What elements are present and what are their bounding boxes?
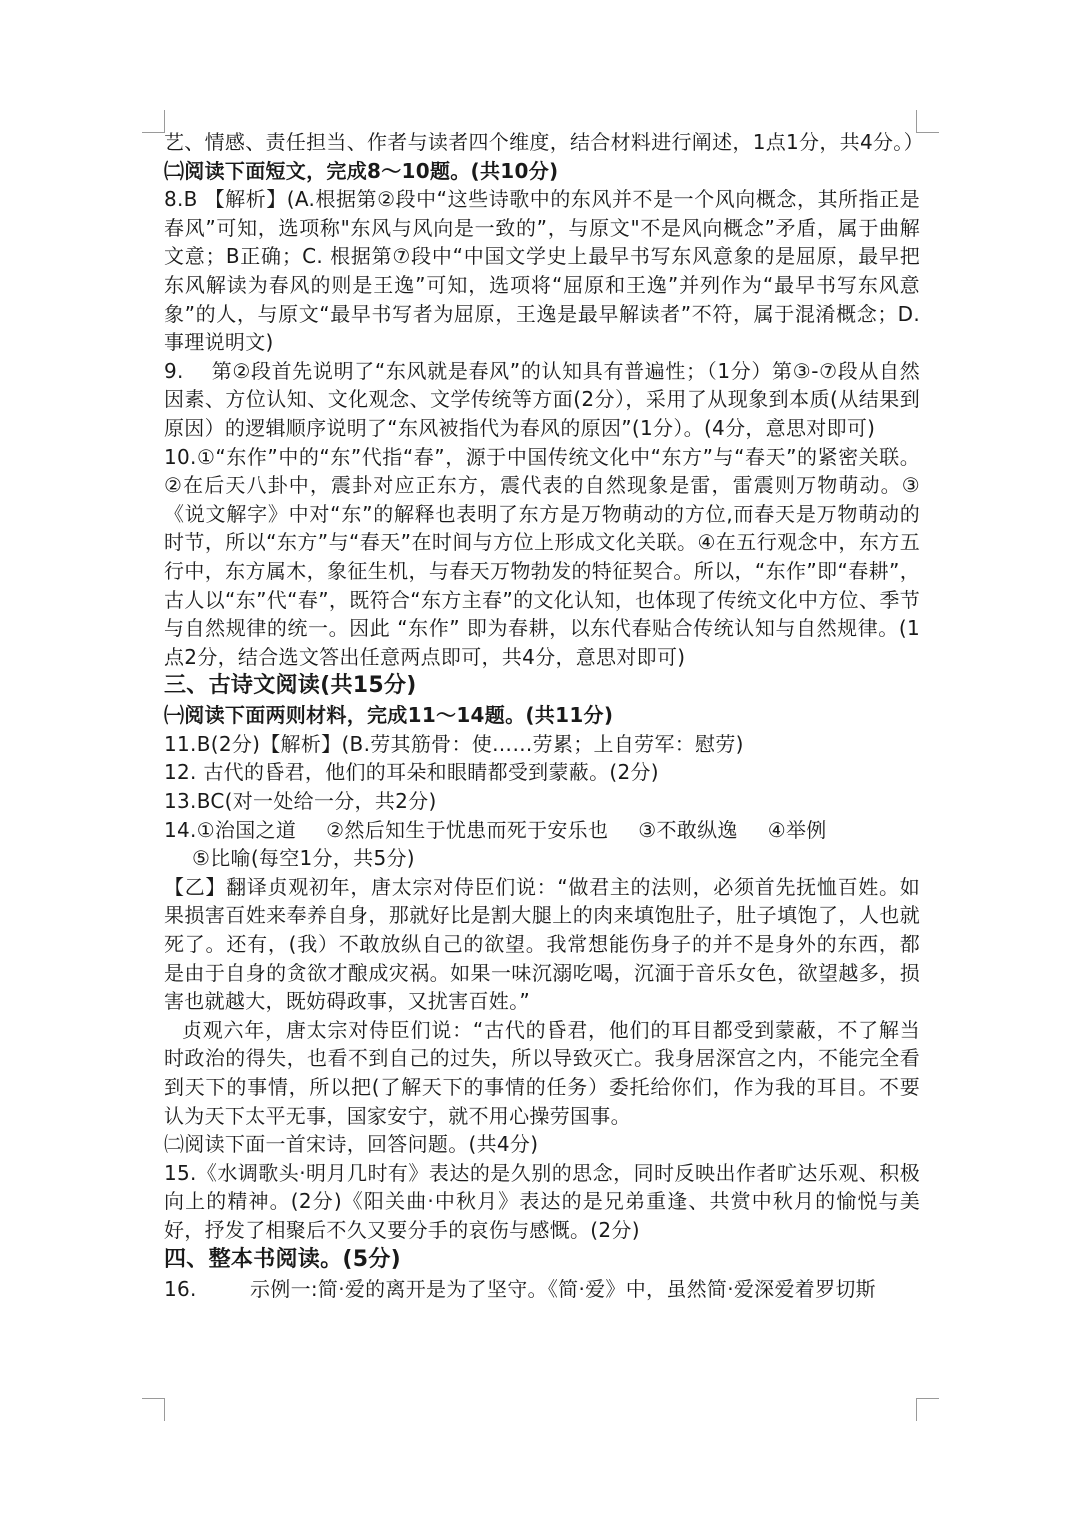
answer-9: 9. 第②段首先说明了“东风就是春风”的认知具有普遍性；（1分）第③-⑦段从自然因素、方位认知、文化观念、文学传统等方面(2分），采用了从现象到本质(从结果到原因）的逻辑顺序说明了“东风被指代为春风的原因”(1分）。(4分，意思对即可) (164, 358, 920, 440)
section-heading-4: 四、整本书阅读。(5分) (164, 1246, 402, 1272)
crop-mark-bottom-left (142, 1398, 165, 1421)
answer-10: 10.①“东作”中的“东”代指“春”，源于中国传统文化中“东方”与“春天”的紧密关联。②在后天八卦中，震卦对应正东方，震代表的自然现象是雷，雷震则万物萌动。③《说文解字》中对“东”的解释也表明了东方是万物萌动的方位,而春天是万物萌动的时节，所以“东方”与“春天”在时间与方位上形成文化关联。④在五行观念中，东方五行中，东方属木，象征生机，与春天万物勃发的特征契合。所以，“东作”即“春耕”，古人以“东”代“春”，既符合“东方主春”的文化认知，也体现了传统文化中方位、季节与自然规律的统一。因此 “东作” 即为春耕，以东代春贴合传统认知与自然规律。(1点2分，结合选文答出任意两点即可，共4分，意思对即可) (164, 444, 920, 669)
crop-mark-bottom-right (916, 1398, 939, 1421)
answer-14 (164, 816, 920, 845)
subsection-heading-song-poem: ㈡阅读下面一首宋诗，回答问题。(共4分) (164, 1132, 539, 1157)
answer-13: 13.BC(对一处给一分，共2分) (164, 789, 437, 814)
subsection-heading-1: ㈠阅读下面两则材料，完成11～14题。(共11分) (164, 703, 614, 728)
section-heading-3: 三、古诗文阅读(共15分) (164, 673, 417, 699)
paragraph-q7-end: 艺、情感、责任担当、作者与读者四个维度，结合材料进行阐述，1点1分，共4分。） (164, 130, 924, 154)
answer-14-item-4: ④举例 (767, 817, 827, 842)
answer-14-item-5: ⑤比喻(每空1分，共5分) (192, 846, 415, 871)
answer-12: 12. 古代的昏君，他们的耳朵和眼睛都受到蒙蔽。(2分) (164, 760, 659, 785)
crop-mark-top-left (142, 110, 165, 133)
answer-14-item-2: ②然后知生于忧患而死于安乐也 (326, 817, 609, 842)
answer-8: 8.B 【解析】(A.根据第②段中“这些诗歌中的东风并不是一个风向概念，其所指正是春风”可知，选项称"东风与风向是一致的”，与原文"不是风向概念”矛盾，属于曲解文意；B正确；C. 根据第⑦段中“中国文学史上最早书写东风意象的是屈原，最早把东风解读为春风的则是王逸”可知，选项将“屈原和王逸”并列作为“最早书写东风意象”的人，与原文“最早书写者为屈原，王逸是最早解读者”不符，属于混淆概念；D.事理说明文) (164, 187, 920, 355)
answer-11: 11.B(2分)【解析】(B.劳其筋骨：使……劳累；上自劳军：慰劳) (164, 731, 744, 756)
answer-15: 15.《水调歌头·明月几时有》表达的是久别的思念，同时反映出作者旷达乐观、积极向上的精神。(2分)《阳关曲·中秋月》表达的是兄弟重逢、共赏中秋月的愉悦与美好，抒发了相聚后不久又要分手的哀伤与感慨。(2分) (164, 1160, 920, 1242)
translation-yi: 【乙】翻译贞观初年，唐太宗对侍臣们说：“做君主的法则，必须首先抚恤百姓。如果损害百姓来奉养自身，那就好比是割大腿上的肉来填饱肚子，肚子填饱了，人也就死了。还有，(我）不敢放纵自己的欲望。我常想能伤身子的并不是身外的东西，都是由于自身的贪欲才酿成灾祸。如果一味沉溺吃喝，沉湎于音乐女色，欲望越多，损害也就越大，既妨碍政事，又扰害百姓。” (164, 874, 920, 1014)
subsection-heading-2: ㈡阅读下面短文，完成8～10题。(共10分) (164, 158, 559, 183)
answer-14-item-1: 14.①治国之道 (164, 817, 297, 842)
answer-14-item-3: ③不敢纵逸 (638, 817, 738, 842)
translation-continued: 贞观六年，唐太宗对侍臣们说：“古代的昏君，他们的耳目都受到蒙蔽，不了解当时政治的得失，也看不到自己的过失，所以导致灭亡。我身居深宫之内，不能完全看到天下的事情，所以把(了解天下的事情的任务）委托给你们，作为我的耳目。不要认为天下太平无事，国家安宁，就不用心操劳国事。 (164, 1017, 920, 1128)
answer-16: 16. 示例一:简·爱的离开是为了坚守。《简·爱》中，虽然简·爱深爱着罗切斯 (164, 1276, 876, 1301)
document-body (164, 128, 924, 1303)
